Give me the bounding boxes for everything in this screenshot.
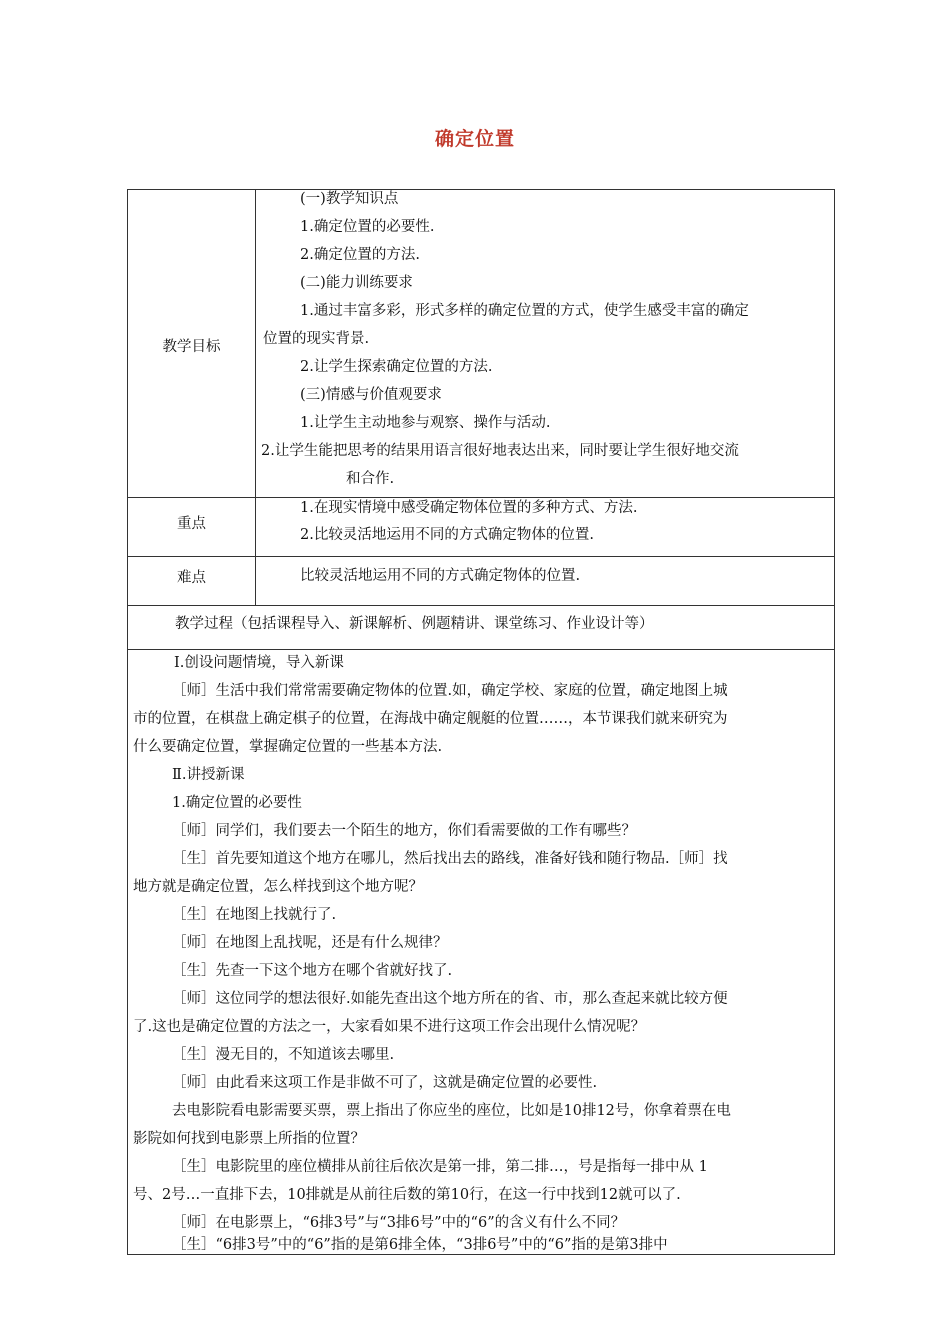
process-line: ［师］在地图上乱找呢，还是有什么规律？: [172, 935, 448, 951]
page-title: 确定位置: [434, 128, 515, 150]
lesson-plan-table: [127, 189, 835, 1255]
process-line: 影院如何找到电影票上所指的位置？: [133, 1131, 365, 1147]
process-line: 去电影院看电影需要买票，票上指出了你应坐的座位，比如是10排12号，你拿着票在电: [172, 1103, 731, 1119]
process-line: ［师］生活中我们常常需要确定物体的位置.如，确定学校、家庭的位置，确定地图上城: [172, 683, 728, 699]
process-line: ［师］这位同学的想法很好.如能先查出这个地方所在的省、市，那么查起来就比较方便: [172, 991, 728, 1007]
difficulty-label: 难点: [177, 570, 206, 586]
process-line: Ⅰ.创设问题情境，导入新课: [174, 655, 344, 671]
goals-line: 2.让学生探索确定位置的方法.: [300, 359, 493, 375]
process-line: 了.这也是确定位置的方法之一，大家看如果不进行这项工作会出现什么情况呢？: [133, 1019, 646, 1035]
difficulty-line: 比较灵活地运用不同的方式确定物体的位置.: [300, 568, 581, 584]
process-line: 地方就是确定位置，怎么样找到这个地方呢？: [133, 879, 423, 895]
key-points-label: 重点: [177, 516, 206, 532]
process-line: 什么要确定位置，掌握确定位置的一些基本方法.: [133, 739, 443, 755]
process-line: ［师］在电影票上，“6排3号”与“3排6号”中的“6”的含义有什么不同？: [172, 1215, 626, 1231]
process-line: ［师］同学们，我们要去一个陌生的地方，你们看需要做的工作有哪些？: [172, 823, 636, 839]
key-points-line: 1.在现实情境中感受确定物体位置的多种方式、方法.: [300, 500, 638, 516]
goals-line: (一)教学知识点: [300, 191, 399, 207]
goals-line: 和合作.: [346, 471, 395, 487]
process-line: ［生］在地图上找就行了.: [172, 907, 337, 923]
process-line: ［生］“6排3号”中的“6”指的是第6排全体，“3排6号”中的“6”指的是第3排中: [172, 1237, 668, 1253]
goals-line: (二)能力训练要求: [300, 275, 413, 291]
goals-line: 位置的现实背景.: [263, 331, 370, 347]
row-divider: [128, 605, 834, 606]
process-line: ［生］漫无目的，不知道该去哪里.: [172, 1047, 395, 1063]
process-header: 教学过程（包括课程导入、新课解析、例题精讲、课堂练习、作业设计等）: [175, 616, 654, 632]
goals-line: 1.通过丰富多彩，形式多样的确定位置的方式，使学生感受丰富的确定: [300, 303, 749, 319]
goals-line: 1.让学生主动地参与观察、操作与活动.: [300, 415, 551, 431]
goals-label: 教学目标: [162, 339, 221, 355]
process-line: ［师］由此看来这项工作是非做不可了，这就是确定位置的必要性.: [172, 1075, 598, 1091]
process-line: Ⅱ.讲授新课: [172, 767, 245, 783]
process-line: ［生］电影院里的座位横排从前往后依次是第一排，第二排…，号是指每一排中从 1: [172, 1159, 708, 1175]
goals-line: (三)情感与价值观要求: [300, 387, 442, 403]
process-line: ［生］首先要知道这个地方在哪儿，然后找出去的路线，准备好钱和随行物品.［师］找: [172, 851, 728, 867]
process-line: ［生］先查一下这个地方在哪个省就好找了.: [172, 963, 453, 979]
key-points-line: 2.比较灵活地运用不同的方式确定物体的位置.: [300, 527, 594, 543]
row-divider: [128, 649, 834, 650]
column-divider: [255, 190, 256, 605]
process-line: 市的位置，在棋盘上确定棋子的位置，在海战中确定舰艇的位置……，本节课我们就来研究为: [133, 711, 728, 727]
process-line: 号、2号…一直排下去，10排就是从前往后数的第10行，在这一行中找到12就可以了.: [133, 1187, 681, 1203]
row-divider: [128, 556, 834, 557]
process-line: 1.确定位置的必要性: [172, 795, 302, 811]
goals-line: 1.确定位置的必要性.: [300, 219, 435, 235]
goals-line: 2.让学生能把思考的结果用语言很好地表达出来，同时要让学生很好地交流: [261, 443, 739, 459]
goals-line: 2.确定位置的方法.: [300, 247, 420, 263]
